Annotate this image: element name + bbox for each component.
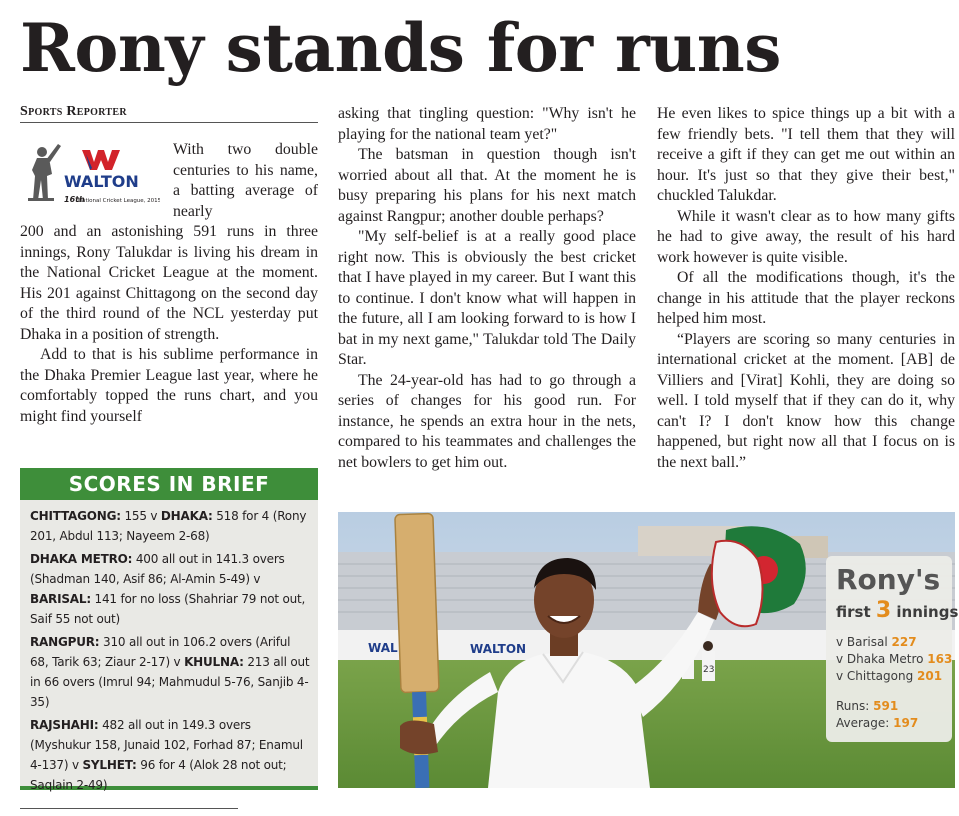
stats-totals [836,698,918,732]
svg-text:WALTON: WALTON [64,172,139,191]
innings-line: v Chittagong 201 [836,669,943,683]
score-item: DHAKA METRO: 400 all out in 141.3 overs (Shadman 140, Asif 86; Al-Amin 5-49) v BARISAL: 141 for no loss (Shahriar 79 not out, Saif 55 not out) [30,552,306,626]
svg-text:WALTON: WALTON [470,642,527,656]
article-column-1-lead: With two double centuries to his name, a batting average of nearly [173,141,318,220]
score-item: RANGPUR: 310 all out in 106.2 overs (Ariful 68, Tarik 63; Ziaur 2-17) v KHULNA: 213 all out in 66 overs (Imrul 94; Mahmudul 5-76, Sanjib 4-35) [30,635,310,709]
byline: Sports Reporter [20,104,318,123]
article-column-2: asking that tingling question: "Why isn't he playing for the national team yet?" The batsman in question though isn't worried about all that. At the moment he is busy preparing his plans for his next match against Rangpur; another double perhaps? "My self-belief is at a really good place right now. This is obviously the best cricket that I have played in my career. But I want this to continue. I don't know what will happen in the future, all I am looking forward to is how I bat in my next game," Talukdar told The Daily Star. The 24-year-old has had to go through a series of changes for his good run. For instance, he spends an extra hour in the nets, compared to his teammates and challenges the net bowlers to get him out. [338,105,636,471]
article-column-3: He even likes to spice things up a bit with a few friendly bets. "I tell them that they will receive a gift if they can get me out within an hour. It's just so that they give their best," chuckled Talukdar. While it wasn't clear as to how many gifts he had to give away, the result of his hard work however is quite visible. Of all the modifications though, it's the change in his attitude that the player reckons helped him most. “Players are scoring so many centuries in international cricket at the moment. [AB] de Villiers and [Virat] Kohli, they are doing so well. I told myself that if they can do it, why can't I? I don't know how this change happened, but right now all that I focus on is the next ball.” [657,105,955,471]
scores-in-brief-box [20,468,318,790]
cricketer-logo-icon [20,140,160,210]
svg-text:23: 23 [703,665,715,675]
stats-name: Rony's [836,563,941,596]
stats-subtitle: first 3 innings [836,598,959,623]
svg-text:WAL: WAL [368,641,398,655]
runs-total: Runs: 591 [836,699,899,713]
score-item: CHITTAGONG: 155 v DHAKA: 518 for 4 (Rony 201, Abdul 113; Nayeem 2-68) [30,509,307,543]
scores-title: SCORES IN BRIEF [20,468,318,500]
innings-stats-panel [826,556,959,742]
score-item: RAJSHAHI: 482 all out in 149.3 overs (Myshukur 158, Junaid 102, Forhad 87; Enamul 4-137) v SYLHET: 96 for 4 (Alok 28 not out; Saqlain 2-49) [30,718,303,792]
article-column-1: 200 and an astonishing 591 runs in three innings, Rony Talukdar is living his dream in the National Cricket League at the moment. His 201 against Chittagong on the second day of the third round of the NCL yesterday put Dhaka in a position of strength. Add to that is his sublime performance in the Dhaka Premier League last year, where he comfortably topped the runs chart, and you might find yourself [20,223,318,425]
average-total: Average: 197 [836,716,919,730]
svg-text:16th: 16th [64,195,85,204]
walton-ncl-logo [20,140,160,210]
svg-text:National Cricket League, 2015: National Cricket League, 2015 [78,198,160,204]
footer-rule [20,808,238,809]
stats-innings-list [836,634,952,685]
innings-line: v Dhaka Metro 163 [836,652,953,666]
innings-line: v Barisal 227 [836,635,917,649]
headline: Rony stands for runs [20,9,781,87]
